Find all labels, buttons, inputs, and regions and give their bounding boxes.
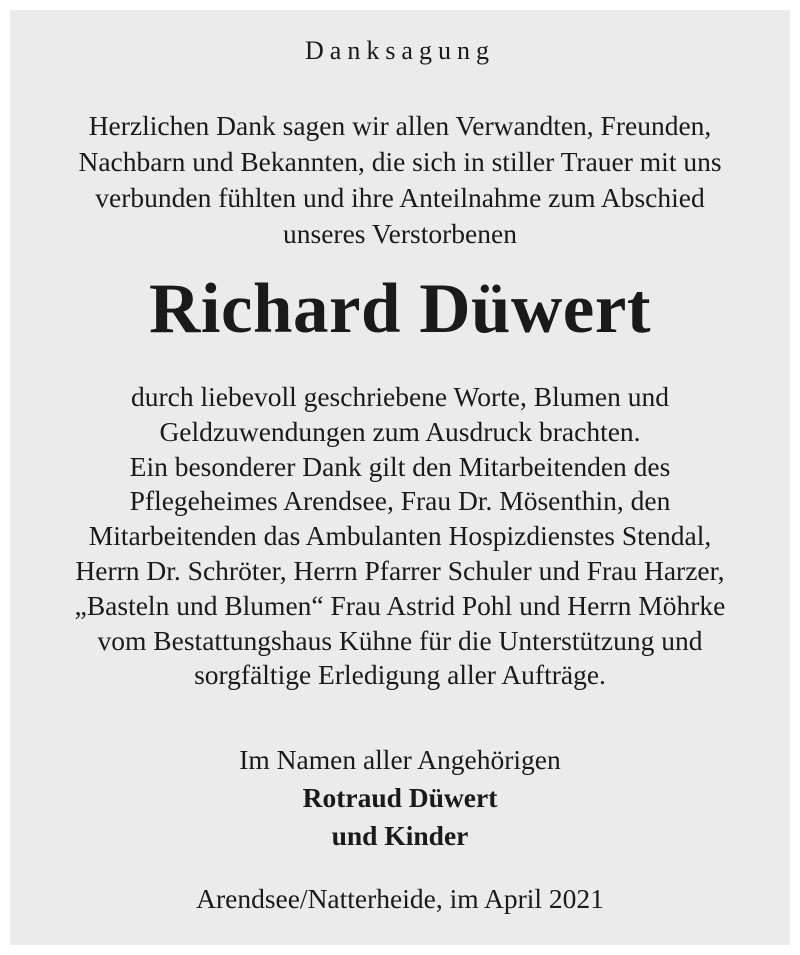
signature-block (10, 741, 790, 855)
intro-line: unseres Verstorbenen (283, 218, 517, 249)
thanks-line: Mitarbeitenden das Ambulanten Hospizdienstes Stendal, (88, 520, 712, 552)
thanks-line: vom Bestattungshaus Kühne für die Unterstützung und (97, 624, 703, 656)
signature-family: und Kinder (331, 820, 469, 851)
thanks-paragraph (10, 380, 790, 693)
deceased-name: Richard Düwert (149, 270, 651, 348)
intro-paragraph (10, 108, 790, 252)
signature-intro: Im Namen aller Angehörigen (239, 744, 561, 775)
intro-line: verbunden fühlten und ihre Anteilnahme zum Abschied (95, 182, 705, 213)
intro-line: Herzlichen Dank sagen wir allen Verwandten, Freunden, (88, 110, 712, 141)
notice-heading: Danksagung (305, 36, 495, 65)
signature-name: Rotraud Düwert (302, 782, 498, 813)
thanks-line: Ein besonderer Dank gilt den Mitarbeitenden des (129, 450, 671, 482)
thanks-line: Herrn Dr. Schröter, Herrn Pfarrer Schuler und Frau Harzer, (75, 554, 725, 586)
thanks-line: sorgfältige Erledigung aller Aufträge. (194, 659, 606, 691)
obituary-notice (10, 10, 790, 945)
thanks-line: Geldzuwendungen zum Ausdruck brachten. (159, 415, 641, 447)
place-and-date: Arendsee/Natterheide, im April 2021 (196, 883, 604, 914)
thanks-line: durch liebevoll geschriebene Worte, Blumen und (131, 381, 669, 412)
thanks-line: „Basteln und Blumen“ Frau Astrid Pohl und Herrn Möhrke (74, 589, 726, 621)
intro-line: Nachbarn und Bekannten, die sich in stiller Trauer mit uns (78, 146, 722, 177)
thanks-line: Pflegeheimes Arendsee, Frau Dr. Mösenthin, den (129, 485, 671, 517)
